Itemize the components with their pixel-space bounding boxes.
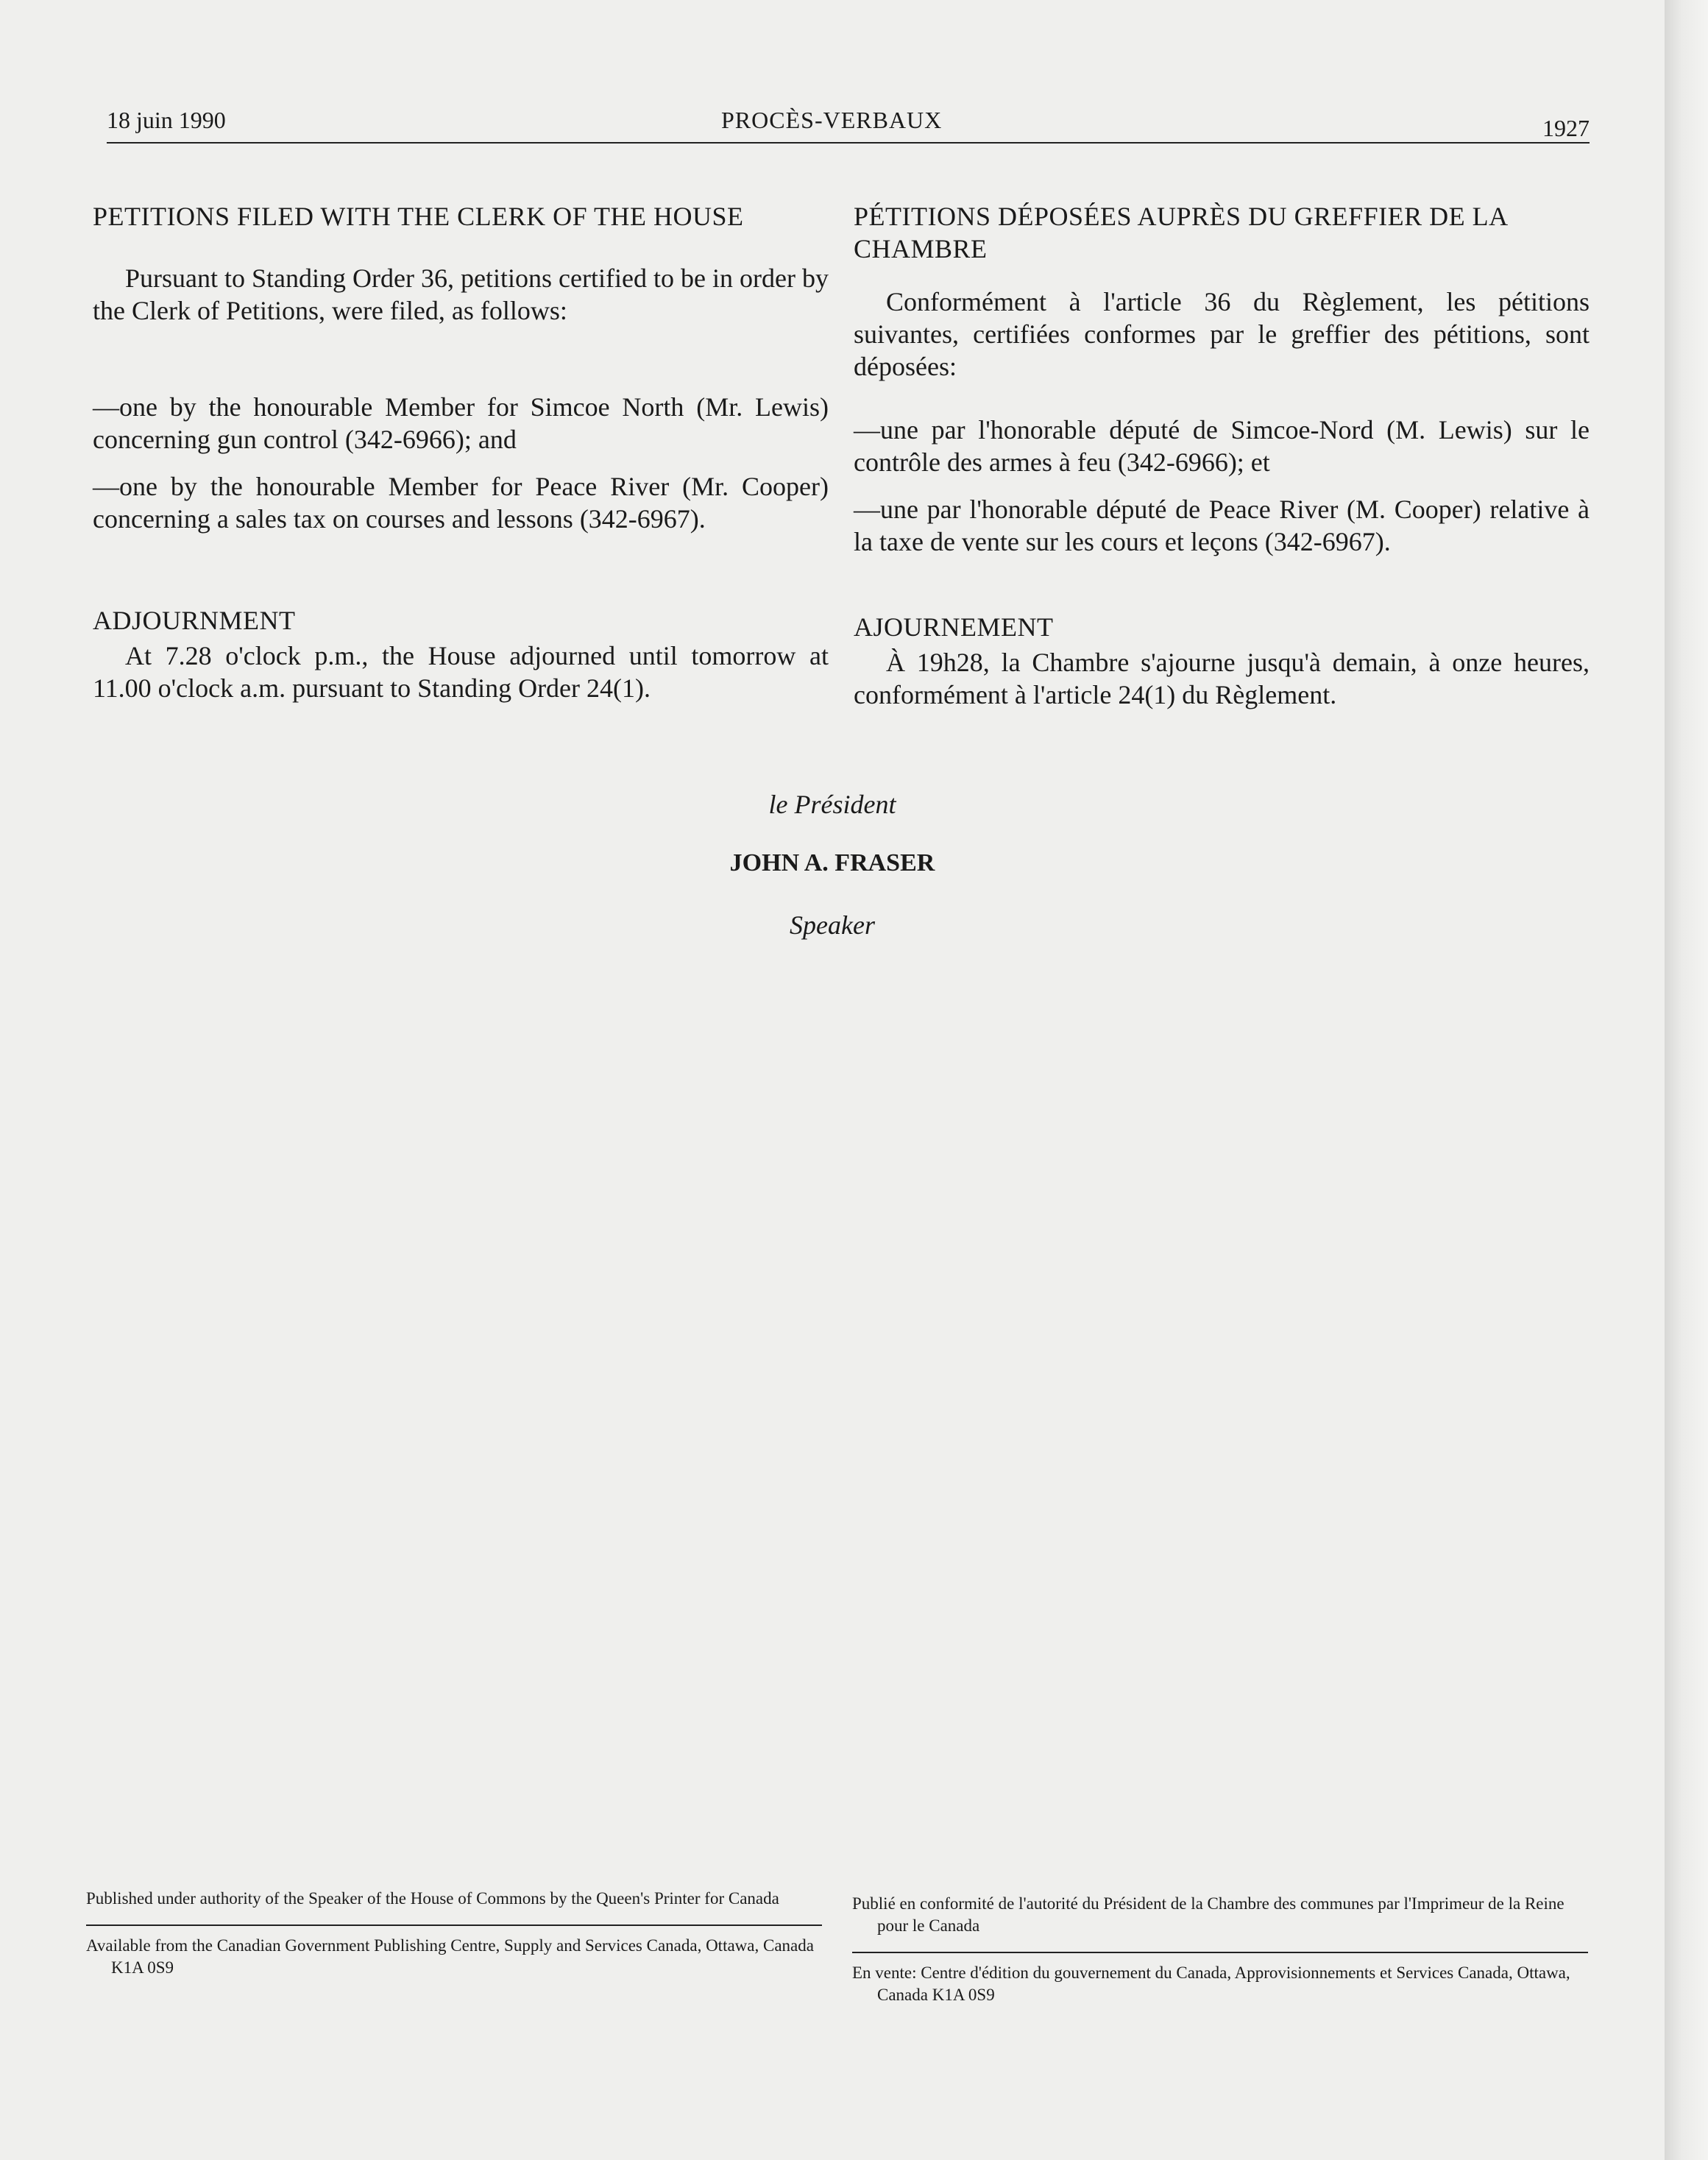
footer-english <box>86 1888 822 1979</box>
signature-title-fr: le Président <box>768 790 896 819</box>
footer-rule-fr <box>852 1952 1588 1953</box>
page-number: 1927 <box>1542 115 1590 141</box>
petitions-intro-en: Pursuant to Standing Order 36, petitions certified to be in order by the Clerk of Petitions, were filed, as follows: <box>93 263 829 325</box>
english-column <box>93 200 829 704</box>
adjournment-heading-fr: AJOURNEMENT <box>854 612 1054 642</box>
footer-rule-en <box>86 1924 822 1926</box>
petition-item-fr-2: —une par l'honorable député de Peace River (M. Cooper) relative à la taxe de vente sur les cours et leçons (342-6967). <box>854 495 1590 556</box>
petitions-heading-fr: PÉTITIONS DÉPOSÉES AUPRÈS DU GREFFIER DE LA CHAMBRE <box>854 202 1507 263</box>
petition-item-fr-1: —une par l'honorable député de Simcoe-Nord (M. Lewis) sur le contrôle des armes à feu (342-6966); et <box>854 415 1590 477</box>
adjournment-heading-en: ADJOURNMENT <box>93 606 296 635</box>
petition-item-en-1: —one by the honourable Member for Simcoe North (Mr. Lewis) concerning gun control (342-6966); and <box>93 392 829 454</box>
footer-published-fr: Publié en conformité de l'autorité du Président de la Chambre des communes par l'Imprimeur de la Reine pour le Canada <box>852 1894 1565 1935</box>
header-rule <box>107 142 1590 144</box>
petitions-heading-en: PETITIONS FILED WITH THE CLERK OF THE HOUSE <box>93 202 744 231</box>
footer-available-en: Available from the Canadian Government Publishing Centre, Supply and Services Canada, Ottawa, Canada K1A 0S9 <box>86 1936 814 1977</box>
running-head <box>107 103 1590 147</box>
header-date: 18 juin 1990 <box>107 107 226 133</box>
footer-french <box>852 1893 1588 2006</box>
french-column <box>854 200 1590 711</box>
adjournment-text-en: At 7.28 o'clock p.m., the House adjourned until tomorrow at 11.00 o'clock a.m. pursuant to Standing Order 24(1). <box>93 641 829 703</box>
signature-title-en: Speaker <box>790 910 875 940</box>
signature-name: JOHN A. FRASER <box>729 849 935 877</box>
footer-available-fr: En vente: Centre d'édition du gouvernement du Canada, Approvisionnements et Services Canada, Ottawa, Canada K1A 0S9 <box>852 1964 1570 2004</box>
header-title: PROCÈS-VERBAUX <box>721 107 943 133</box>
petition-item-en-2: —one by the honourable Member for Peace River (Mr. Cooper) concerning a sales tax on courses and lessons (342-6967). <box>93 472 829 534</box>
page-edge <box>1665 0 1708 2160</box>
petitions-intro-fr: Conformément à l'article 36 du Règlement, les pétitions suivantes, certifiées conformes par le greffier des pétitions, sont déposées: <box>854 287 1590 381</box>
footer-published-en: Published under authority of the Speaker of the House of Commons by the Queen's Printer for Canada <box>86 1889 779 1908</box>
adjournment-text-fr: À 19h28, la Chambre s'ajourne jusqu'à demain, à onze heures, conformément à l'article 24(1) du Règlement. <box>854 648 1590 709</box>
